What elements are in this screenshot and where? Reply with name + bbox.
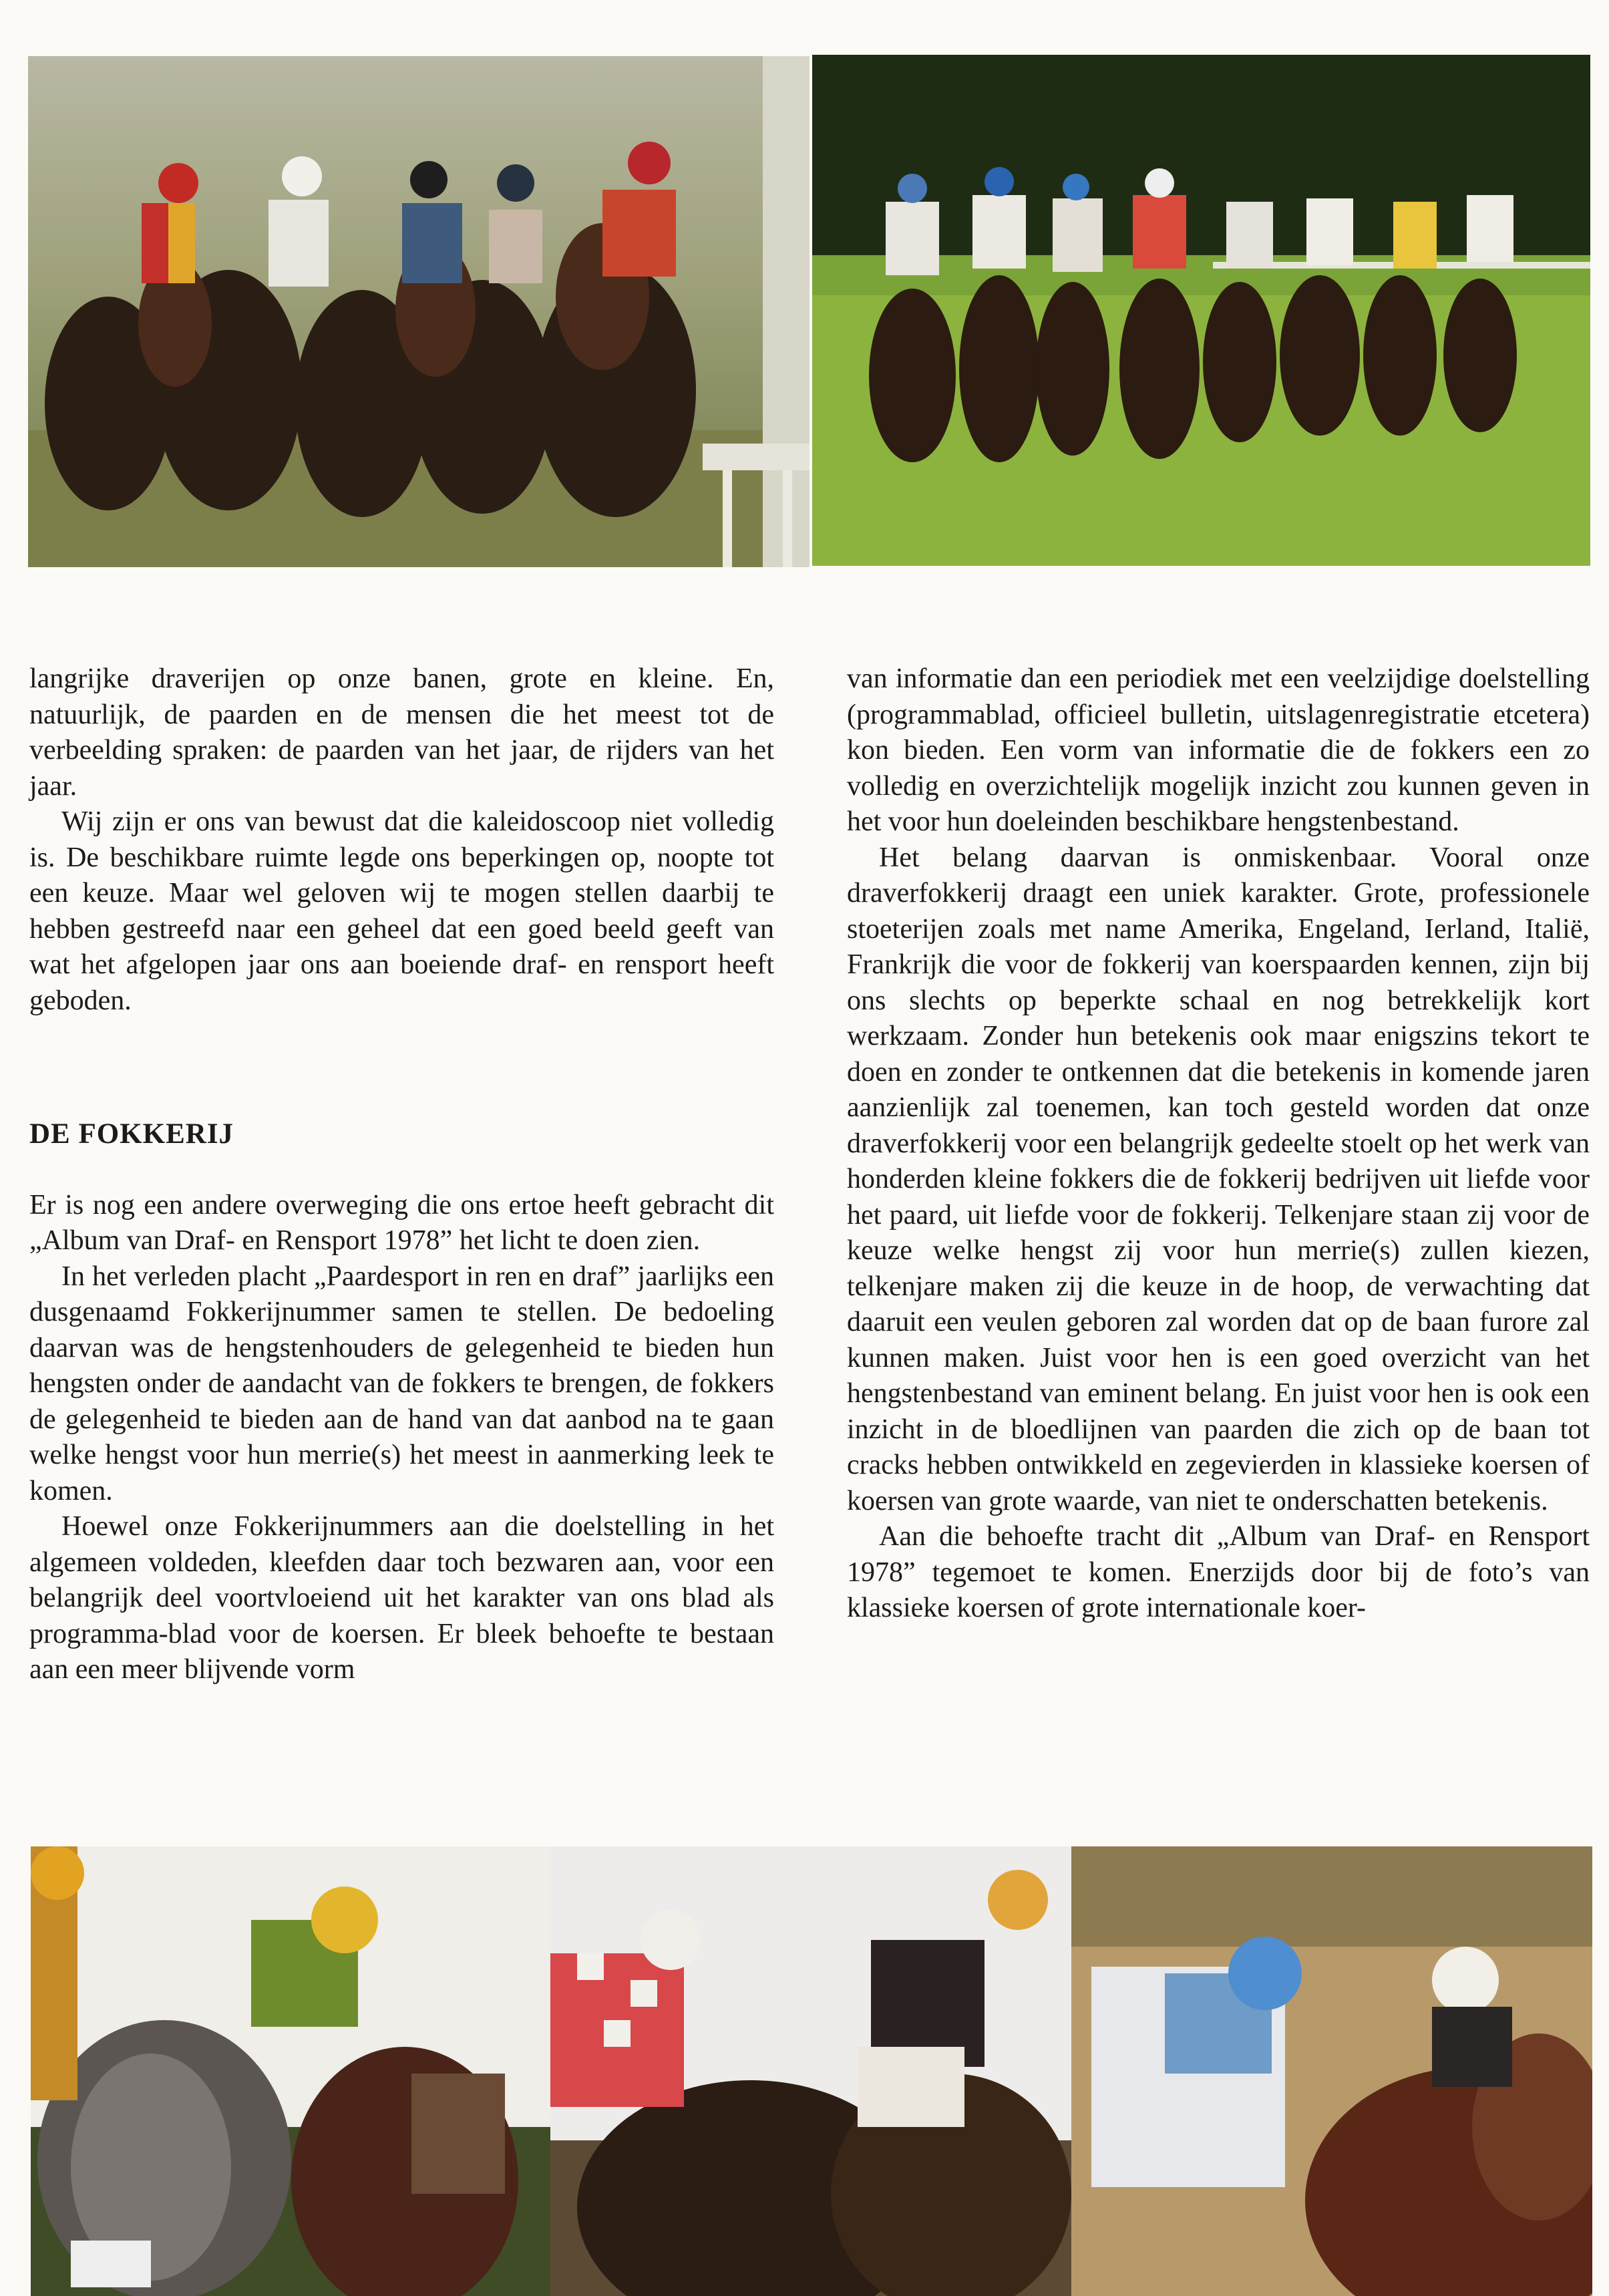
jockeys-closeup-photo-1 [31,1846,550,2296]
paragraph: Er is nog een andere overweging die ons ertoe heeft gebracht dit „Album van Draf- en Rensport 1978” het licht te doen zien. [29,1189,774,1256]
section-heading: DE FOKKERIJ [29,1118,234,1150]
paragraph: In het verleden placht „Paardesport in ren en draf” jaarlijks een dusgenaamd Fokkerijnummer samen te stellen. De bedoeling daarvan was de hengstenhouders de gelegenheid te bieden hun hengsten onder de aandacht van de fokkers te brengen, de fokkers de gelegenheid te bieden aan de hand van dat aanbod na te gaan welke hengst voor hun merrie(s) het meest in aanmerking leek te komen. [29,1261,774,1506]
paragraph: Aan die behoefte tracht dit „Album van Draf- en Rensport 1978” tegemoet te komen. Enerzijds door bij de foto’s van klassieke koersen of grote internationale koer- [847,1521,1590,1623]
paragraph: langrijke draverijen op onze banen, grote en kleine. En, natuurlijk, de paarden en de mensen die het meest tot de verbeelding spraken: de paarden van het jaar, de rijders van het jaar. [29,663,774,802]
horse-race-rear-photo [812,55,1590,566]
paragraph: Wij zijn er ons van bewust dat die kaleidoscoop niet volledig is. De beschikbare ruimte legde ons beperkingen op, noopte tot een keuze. Maar wel geloven wij te mogen stellen daarbij te hebben gestreefd naar een geheel dat een goed beeld geeft van wat het afgelopen jaar ons aan boeiende draf- en rensport heeft geboden. [29,806,774,1016]
jockeys-closeup-photo-3 [1071,1846,1592,2296]
text-column-left [29,661,774,1688]
paragraph: Het belang daarvan is onmiskenbaar. Vooral onze draverfokkerij draagt een uniek karakter. Grote, professionele stoeterijen zoals met name Amerika, Engeland, Ierland, Italië, Frankrijk die voor de fokkerij van koerspaarden kennen, zijn bij ons slechts op beperkte schaal en nog betrekkelijk kort werkzaam. Zonder hun betekenis ook maar enigszins tekort te doen en zonder te ontkennen dat die betekenis in komende jaren aanzienlijk zal toenemen, kan toch gesteld worden dat onze draverfokkerij voor een belangrijk gedeelte stoelt op het werk van honderden kleine fokkers die de fokkerij bedrijven uit liefde voor het paard, uit liefde voor de fokkerij. Telkenjare staan zij voor de keuze welke hengst zij voor hun merrie(s) zullen kiezen, telkenjare maken zij die keuze in de hoop, de verwachting dat daaruit een veulen geboren zal worden dat op de baan furore zal kunnen maken. Juist voor hen is een goed overzicht van het hengstenbestand van eminent belang. En juist voor hen is ook een inzicht in de bloedlijnen van paarden die zich op de baan tot cracks hebben ontwikkeld en zegevierden in klassieke koersen of koersen van grote waarde, van niet te onderschatten betekenis. [847,842,1590,1516]
paragraph: van informatie dan een periodiek met een veelzijdige doelstelling (programmablad, officieel bulletin, uitslagenregistratie etcetera) kon bieden. Een vorm van informatie die de fokkers een zo volledig en overzichtelijk mogelijk inzicht zou kunnen geven in het voor hun doeleinden beschikbare hengstenbestand. [847,663,1590,837]
horse-race-front-photo [28,56,810,567]
text-column-right [847,661,1590,1627]
jockeys-closeup-photo-2 [550,1846,1071,2296]
paragraph: Hoewel onze Fokkerijnummers aan die doelstelling in het algemeen voldeden, kleefden daar toch bezwaren aan, voor een belangrijk deel voortvloeiend uit het karakter van ons blad als programma-blad voor de koersen. Er bleek behoefte te bestaan aan een meer blijvende vorm [29,1511,774,1685]
